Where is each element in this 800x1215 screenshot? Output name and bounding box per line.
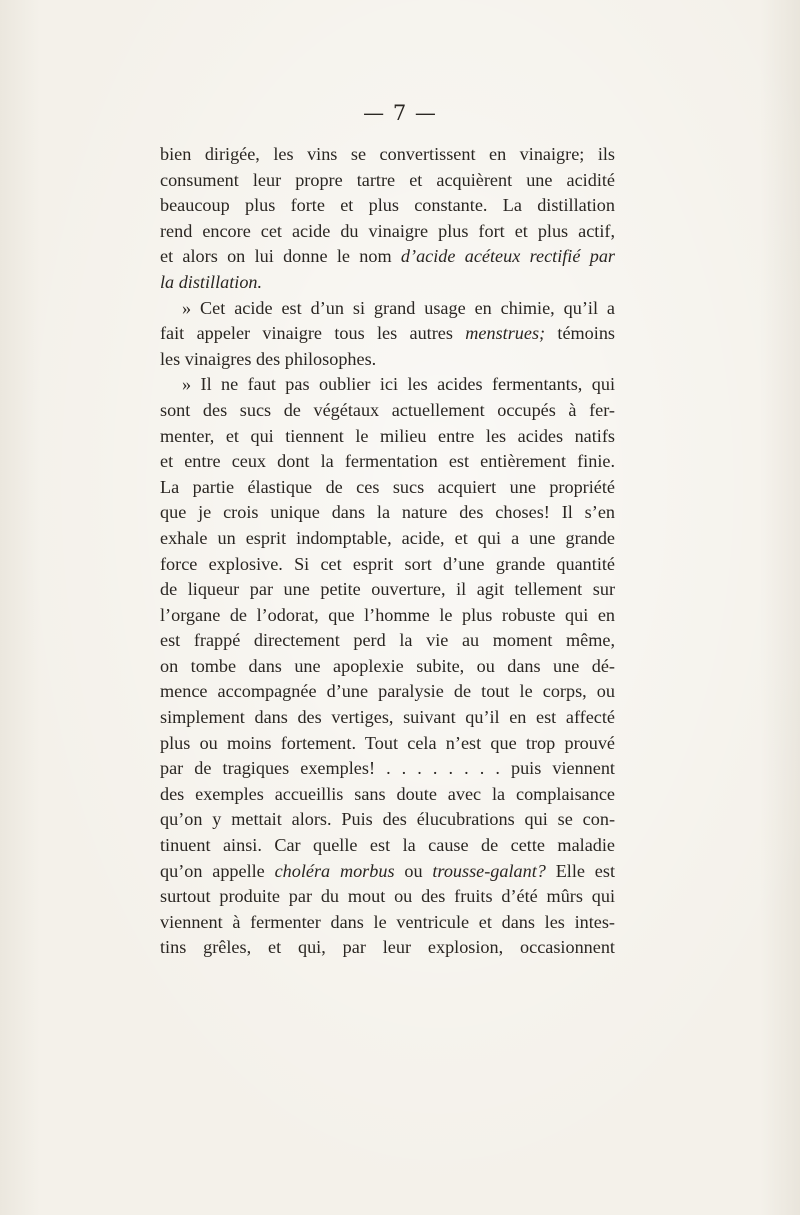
text-line: bien dirigée, les vins se convertissent en vinaigre; ils — [160, 144, 615, 164]
body-text — [160, 142, 615, 961]
text-line: beaucoup plus forte et plus constante. La distillation — [160, 195, 615, 216]
text-line: qu’on y mettait alors. Puis des élucubrations qui se con- — [160, 809, 615, 830]
italic-term: menstrues; — [465, 323, 546, 344]
text-line: et entre ceux dont la fermentation est entièrement finie. — [160, 451, 615, 472]
text-line: rend encore cet acide du vinaigre plus fort et plus actif, — [160, 220, 615, 241]
text-line: plus ou moins fortement. Tout cela n’est que trop prouvé — [160, 732, 615, 753]
text-line: et alors on lui donne le nom d’acide acéteux rectifié par — [160, 246, 615, 267]
text-line: est frappé directement perd la vie au moment même, — [160, 630, 615, 651]
text-line: » Cet acide est d’un si grand usage en chimie, qu’il a — [182, 297, 615, 318]
text-line: tinuent ainsi. Car quelle est la cause de cette maladie — [160, 835, 615, 856]
text-line: surtout produite par du mout ou des fruits d’été mûrs qui — [160, 886, 615, 907]
text-line: consument leur propre tartre et acquièrent une acidité — [160, 169, 615, 190]
text-line: sont des sucs de végétaux actuellement occupés à fer- — [160, 399, 615, 420]
italic-term: d’acide acéteux rectifié par — [400, 246, 615, 267]
text-line: exhale un esprit indomptable, acide, et qui a une grande — [160, 527, 615, 548]
text-line: viennent à fermenter dans le ventricule et dans les intes- — [160, 911, 615, 932]
text-line: qu’on appelle choléra morbus ou trousse-galant? Elle est — [160, 860, 615, 881]
text-line: menter, et qui tiennent le milieu entre les acides natifs — [160, 425, 615, 446]
text-line: force explosive. Si cet esprit sort d’une grande quantité — [160, 553, 615, 574]
text-line — [160, 270, 615, 296]
italic-term: trousse-galant? — [432, 860, 546, 881]
italic-term: choléra morbus — [274, 860, 395, 881]
text-line: » Il ne faut pas oublier ici les acides fermentants, qui — [182, 374, 615, 395]
text-line: mence accompagnée d’une paralysie de tout le corps, ou — [160, 681, 615, 702]
text-line: tins grêles, et qui, par leur explosion, occasionnent — [160, 937, 615, 958]
page-number: — 7 — — [363, 101, 437, 125]
text-line: fait appeler vinaigre tous les autres menstrues; témoins — [160, 323, 615, 344]
text-line: de liqueur par une petite ouverture, il agit tellement sur — [160, 579, 615, 600]
text-line: les vinaigres des philosophes. — [160, 348, 377, 369]
text-line: des exemples accueillis sans doute avec la complaisance — [160, 783, 615, 804]
text-line: on tombe dans une apoplexie subite, ou dans une dé- — [160, 655, 615, 676]
text-line: La partie élastique de ces sucs acquiert une propriété — [160, 476, 615, 497]
text-line: l’organe de l’odorat, que l’homme le plus robuste qui en — [160, 604, 615, 625]
text-line: par de tragiques exemples! . . . . . . . . puis viennent — [160, 758, 615, 779]
italic-term: la distillation. — [160, 271, 263, 292]
text-line: que je crois unique dans la nature des choses! Il s’en — [160, 502, 615, 523]
text-line: simplement dans des vertiges, suivant qu’il en est affecté — [160, 707, 615, 728]
